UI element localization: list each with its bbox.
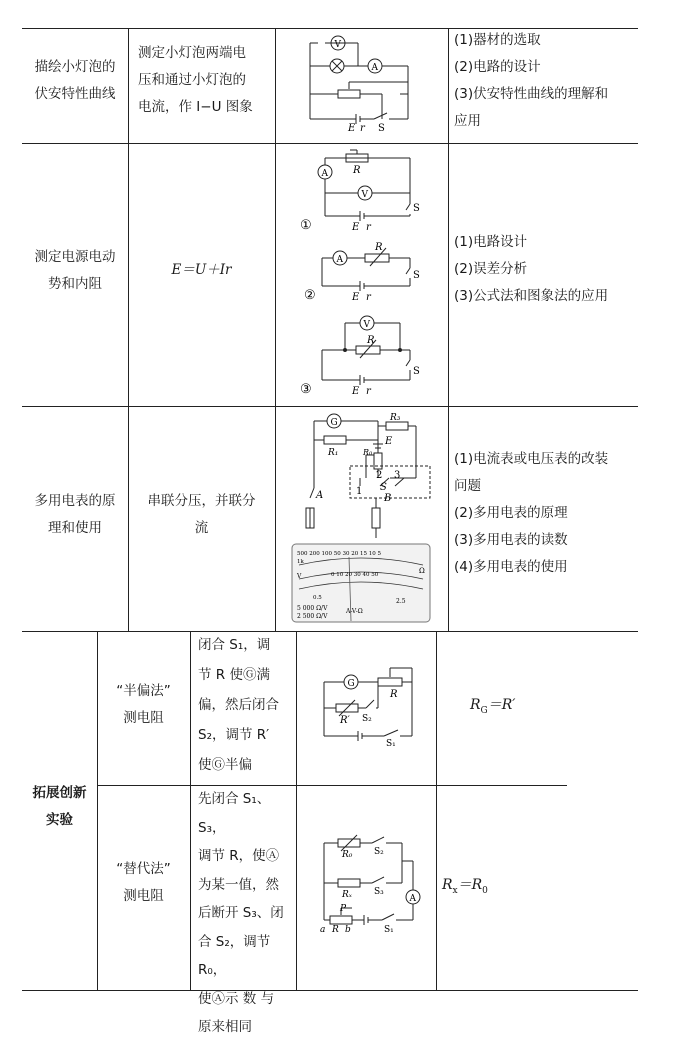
row3-principle [128,488,275,542]
ammeter-label: A [371,63,378,73]
circuit-diagram-multimeter [290,408,445,543]
switch-label: S [378,123,385,134]
text-line: 为某一值，然 [198,876,279,893]
multimeter-dial [291,543,431,623]
text-line: 偏，然后闭合 [198,697,279,713]
row-divider [97,785,567,786]
formula-subscript: G [480,705,488,716]
switch-s2-label: S₂ [374,847,384,857]
text-line: “替代法” [116,861,171,877]
text-line: (3)伏安特性曲线的理解和 [454,86,609,102]
col-divider [190,631,191,990]
text-line: (2)多用电表的原理 [454,505,568,521]
col-divider [436,631,437,990]
switch-label: S [380,482,387,493]
table-bottom-border [22,990,638,991]
switch-s3-label: S₃ [374,887,384,897]
text-line: 使Ⓐ示 数 与 [198,990,275,1007]
text-line: 合 S₂，调节 R₀， [198,933,271,978]
row3-key-points [454,446,634,581]
emf-label: E [385,436,393,447]
emf-label: E [352,222,360,233]
emf-label: E [348,123,356,134]
circuit-diagram-emf [290,148,440,403]
text-line: 串联分压，并联分 [147,493,256,509]
formula-part: ＝R [457,877,483,893]
text-line: (4)多用电表的使用 [454,559,568,575]
substitution-steps [198,785,294,1042]
text-line: (2)误差分析 [454,261,528,277]
rheostat-label: R [353,165,361,176]
text-line: 节 R 使Ⓖ满 [198,667,270,683]
linear-scale: 0 10 20 30 40 50 [331,572,379,578]
circuit-number-2: ② [304,288,316,303]
galvanometer-label: G [347,679,355,689]
emf-label: E [352,386,360,397]
row-divider [22,143,638,144]
rheostat-label: R [332,925,339,935]
r0-label: R₀ [363,448,373,457]
circuit-diagram-substitution [318,828,433,938]
terminal-a-label: a [320,925,326,935]
text-line: 应用 [454,113,481,129]
galvanometer-label: G [330,418,338,428]
sensitivity-5000: 5 000 Ω/V [297,605,328,612]
text-line: (1)电流表或电压表的改装 [454,451,609,467]
col-divider [296,631,297,990]
formula-part: R [470,697,481,713]
text-line: 伏安特性曲线 [34,86,116,102]
internal-resistance-label: r [360,123,365,134]
text-line: 电流，作 I−U 图象 [138,99,253,115]
ammeter-label: A [336,255,343,265]
switch-s1-label: S₁ [384,925,394,935]
terminal-3: 3 [394,470,401,481]
switch-label: S [413,203,420,214]
internal-resistance-label: r [366,292,371,303]
text-line: 流 [194,520,209,536]
volt-unit: V [297,573,302,580]
rx-label: Rₓ [342,890,352,900]
sensitivity-2500: 2 500 Ω/V [297,613,328,620]
row1-experiment-name [22,54,128,108]
slider-p-label: P [340,904,347,914]
text-line: 拓展创新 [32,785,87,801]
ohm-scale-1k: 1k [297,559,304,565]
formula: E＝U＋Ir [171,262,232,278]
text-line: 描绘小灯泡的 [34,59,116,75]
resistance-box-label: R′ [340,715,350,726]
substitution-method-name [97,856,190,910]
text-line: 势和内阻 [48,276,102,292]
text-line: 多用电表的原 [34,493,116,509]
row3-experiment-name [22,488,128,542]
text-line: 问题 [454,478,481,494]
text-line: 理和使用 [48,520,102,536]
r1-label: R₁ [328,448,339,458]
voltmeter-label: V [334,40,341,50]
r3-label: R₃ [390,413,401,423]
formula-part: R [442,877,453,893]
rheostat-label: R [367,335,375,346]
circuit-diagram-half-deflection [318,660,428,750]
text-line: 压和通过小灯泡的 [138,72,246,88]
switch-s2-label: S₂ [362,714,372,724]
circuit-diagram-bulb [290,32,430,137]
rheostat-label: R [390,689,398,700]
text-line: 原来相同 [198,1019,252,1035]
extended-experiments-title [22,780,97,834]
switch-s1-label: S₁ [386,739,396,749]
col-divider [448,28,449,631]
ohm-scale-ticks: 500 200 100 50 30 20 15 10 5 [297,551,381,557]
r0-label: R₀ [342,850,353,860]
terminal-1: 1 [356,486,363,497]
row2-experiment-name [22,244,128,298]
emf-label: E [352,292,360,303]
text-line: (1)器材的选取 [454,32,541,48]
text-line: 测电阻 [123,710,164,726]
text-line: 测定小灯泡两端电 [138,45,246,61]
text-line: 调节 R，使Ⓐ [198,848,280,864]
text-line: 闭合 S₁，调 [198,637,271,653]
text-line: 实验 [46,812,73,828]
probe-b-label: B [384,493,392,504]
ammeter-label: A [321,169,328,179]
text-line: (3)公式法和图象法的应用 [454,288,609,304]
rheostat-label: R [375,242,383,253]
text-line: 测定电源电动 [34,249,116,265]
formula-part: ＝R′ [487,697,516,713]
row-divider [22,406,638,407]
text-line: 后断开 S₃、闭 [198,905,284,921]
text-line: (2)电路的设计 [454,59,541,75]
ammeter-label: A [409,894,416,904]
voltmeter-label: V [361,190,368,200]
mode-label: A-V-Ω [346,608,363,615]
voltmeter-label: V [363,320,370,330]
circuit-number-3: ③ [300,382,312,397]
formula-subscript: 0 [482,885,488,896]
switch-label: S [413,366,420,377]
text-line: (3)多用电表的读数 [454,532,568,548]
row1-key-points [454,27,634,135]
half-mark: 0.5 [313,595,322,601]
substitution-formula [442,872,542,905]
row1-principle [138,40,274,121]
ohm-unit: Ω [419,567,425,575]
half-deflection-method-name [97,678,190,732]
text-line: (1)电路设计 [454,234,528,250]
text-line: 先闭合 S₁、S₃， [198,791,271,836]
switch-label: S [413,270,420,281]
internal-resistance-label: r [366,386,371,397]
terminal-b-label: b [345,925,351,935]
probe-a-label: A [316,490,324,501]
formula-subscript: x [452,885,458,896]
scale-2-5: 2.5 [396,598,406,605]
circuit-number-1: ① [300,218,312,233]
half-deflection-formula [470,692,570,725]
text-line: 使Ⓖ半偏 [198,757,252,773]
col-divider [275,28,276,631]
row2-key-points [454,229,634,310]
internal-resistance-label: r [366,222,371,233]
terminal-2: 2 [376,470,383,481]
text-line: S₂，调节 R′ [198,727,270,743]
row2-principle [128,257,275,284]
row-divider [22,631,638,632]
half-deflection-steps [198,630,294,780]
text-line: 测电阻 [123,888,164,904]
text-line: “半偏法” [116,683,171,699]
